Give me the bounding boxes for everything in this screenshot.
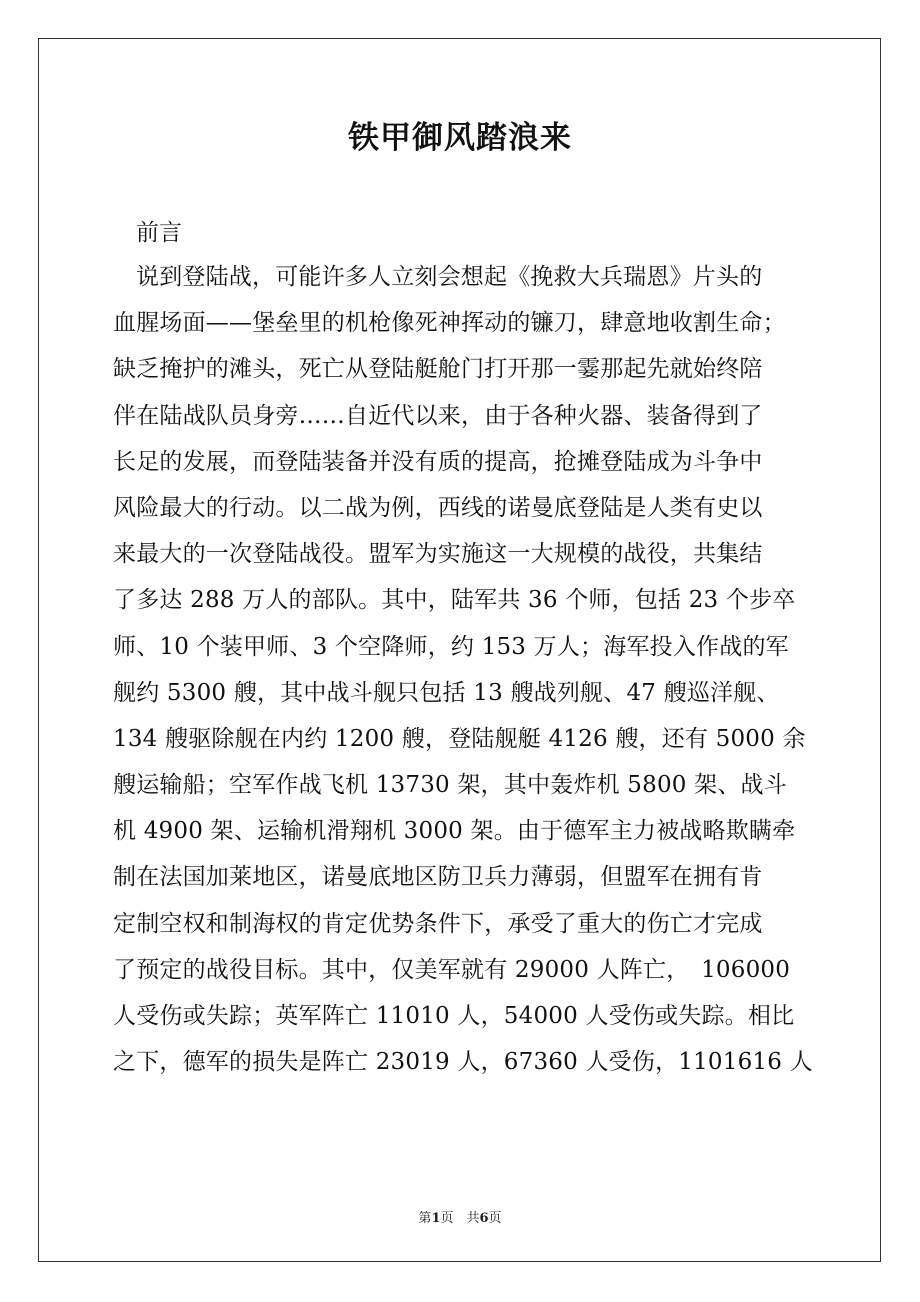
page-suffix: 页 xyxy=(488,1211,502,1226)
text-line: 制在法国加莱地区，诺曼底地区防卫兵力薄弱，但盟军在拥有肯 xyxy=(113,864,763,891)
page-current: 1 xyxy=(431,1211,441,1226)
text-line: 说到登陆战，可能许多人立刻会想起《挽救大兵瑞恩》片头的 xyxy=(136,264,763,290)
text-line: 机 4900 架、运输机滑翔机 3000 架。由于德军主力被战略欺瞒牵 xyxy=(113,818,796,845)
page-total: 6 xyxy=(479,1211,489,1226)
document-title: 铁甲御风踏浪来 xyxy=(348,120,572,156)
text-line: 之下，德军的损失是阵亡 23019 人，67360 人受伤，1101616 人 xyxy=(113,1049,813,1076)
page-footer xyxy=(0,1207,920,1226)
text-line: 血腥场面——堡垒里的机枪像死神挥动的镰刀，肆意地收割生命； xyxy=(113,310,786,337)
text-line: 风险最大的行动。以二战为例，西线的诺曼底登陆是人类有史以 xyxy=(113,494,763,521)
text-line: 舰约 5300 艘，其中战斗舰只包括 13 艘战列舰、47 艘巡洋舰、 xyxy=(113,679,780,706)
text-line: 定制空权和制海权的肯定优势条件下，承受了重大的伤亡才完成 xyxy=(113,910,763,937)
text-line: 长足的发展，而登陆装备并没有质的提高，抢摊登陆成为斗争中 xyxy=(113,448,763,475)
text-line: 伴在陆战队员身旁……自近代以来，由于各种火器、装备得到了 xyxy=(113,402,763,429)
page-prefix: 第 xyxy=(418,1211,432,1226)
text-line: 134 艘驱除舰在内约 1200 艘，登陆舰艇 4126 艘，还有 5000 余 xyxy=(113,725,806,752)
text-line: 人受伤或失踪；英军阵亡 11010 人，54000 人受伤或失踪。相比 xyxy=(113,1003,795,1029)
page-mid: 页 共 xyxy=(440,1211,480,1226)
text-line: 来最大的一次登陆战役。盟军为实施这一大规模的战役，共集结 xyxy=(113,541,763,568)
text-line: 了多达 288 万人的部队。其中，陆军共 36 个师，包括 23 个步卒 xyxy=(113,587,796,614)
text-line: 缺乏掩护的滩头，死亡从登陆艇舱门打开那一霎那起先就始终陪 xyxy=(113,356,763,383)
body-text xyxy=(113,262,833,1093)
text-line: 师、10 个装甲师、3 个空降师，约 153 万人；海军投入作战的军 xyxy=(113,633,789,660)
text-line: 艘运输船；空军作战飞机 13730 架，其中轰炸机 5800 架、战斗 xyxy=(113,772,787,799)
text-line: 了预定的战役目标。其中，仅美军就有 29000 人阵亡， 106000 xyxy=(113,956,791,983)
section-heading: 前言 xyxy=(136,220,182,246)
